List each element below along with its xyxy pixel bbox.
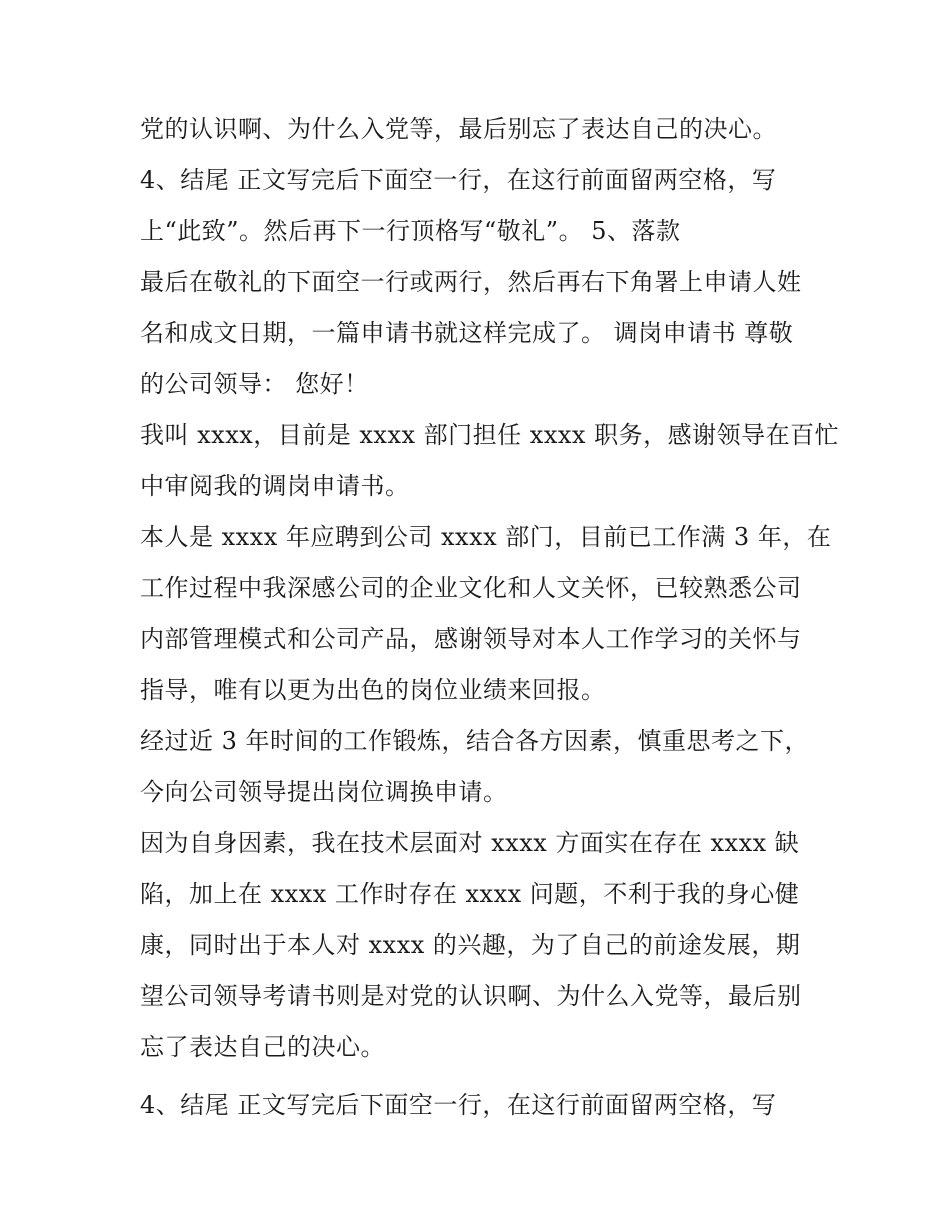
text-line: 的公司领导： 您好！ [140, 370, 369, 398]
text-line: 名和成文日期，一篇申请书就这样完成了。 调岗申请书 尊敬 [140, 319, 794, 347]
text-line: 经过近 3 年时间的工作锻炼，结合各方因素，慎重思考之下， [140, 727, 810, 755]
text-line: 内部管理模式和公司产品，感谢领导对本人工作学习的关怀与 [140, 625, 802, 653]
text-line: 最后在敬礼的下面空一行或两行，然后再右下角署上申请人姓 [140, 268, 802, 296]
text-line: 今向公司领导提出岗位调换申请。 [140, 778, 508, 806]
text-line: 望公司领导考请书则是对党的认识啊、为什么入党等，最后别 [140, 982, 802, 1010]
text-line: 陷，加上在 xxxx 工作时存在 xxxx 问题，不利于我的身心健 [140, 880, 800, 908]
text-line: 我叫 xxxx，目前是 xxxx 部门担任 xxxx 职务，感谢领导在百忙 [140, 421, 840, 449]
text-line: 党的认识啊、为什么入党等，最后别忘了表达自己的决心。 [140, 115, 777, 143]
text-line: 4、结尾 正文写完后下面空一行，在这行前面留两空格，写 [140, 166, 777, 194]
text-line: 工作过程中我深感公司的企业文化和人文关怀，已较熟悉公司 [140, 574, 802, 602]
text-line: 4、结尾 正文写完后下面空一行，在这行前面留两空格，写 [140, 1091, 777, 1119]
text-line: 因为自身因素，我在技术层面对 xxxx 方面实在存在 xxxx 缺 [140, 829, 800, 857]
text-line: 上“此致”。然后再下一行顶格写“敬礼”。 5、落款 [140, 217, 681, 245]
text-line: 本人是 xxxx 年应聘到公司 xxxx 部门，目前已工作满 3 年，在 [140, 523, 832, 551]
text-line: 康，同时出于本人对 xxxx 的兴趣，为了自己的前途发展，期 [140, 931, 801, 959]
text-line: 中审阅我的调岗申请书。 [140, 472, 410, 500]
document-body [140, 110, 840, 1137]
text-line: 指导，唯有以更为出色的岗位业绩来回报。 [140, 676, 606, 704]
text-line: 忘了表达自己的决心。 [140, 1033, 385, 1061]
